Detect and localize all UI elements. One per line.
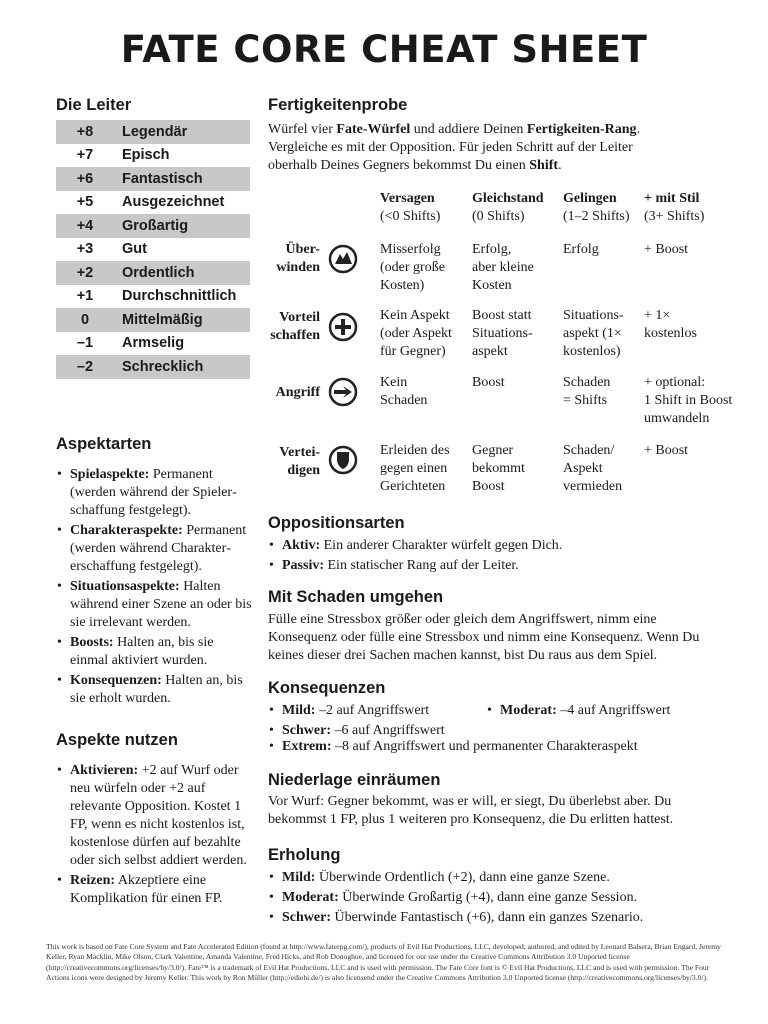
ladder-row [56, 144, 250, 168]
aspect-type-item: • Charakteraspekte: Permanent (werden während Charaktererschaffung festgelegt). [56, 522, 252, 576]
use-aspects-heading: Aspekte nutzen [56, 731, 178, 749]
ladder-value: –2 [76, 358, 94, 375]
ladder-name: Armselig [122, 335, 185, 352]
ladder-value: +1 [76, 288, 94, 305]
recovery-item: • Schwer: Überwinde Fantastisch (+6), dann ein ganzes Szenario. [268, 909, 718, 927]
action-label: Vorteil schaffen [270, 310, 320, 343]
skill-roll-heading: Fertigkeitenprobe [268, 96, 408, 114]
concede-text: Vor Wurf: Gegner bekommt, was er will, er siegt, Du überlebst aber. Du bekommst 1 FP, plus 1 weiteren pro Konsequenz, die Du erlitten hattest. [268, 794, 674, 827]
ladder-row [56, 308, 250, 332]
consequence-moderate: • Moderat: –4 auf Angriffswert [486, 702, 716, 720]
ladder-name: Ausgezeichnet [122, 194, 225, 211]
ladder-row [56, 167, 250, 191]
outcome-cell: Erleiden des gegen einen Gerichteten [380, 443, 450, 494]
outcome-cell: Gegner bekommt Boost [472, 443, 525, 494]
ladder-row [56, 238, 250, 262]
ladder-value: +2 [76, 264, 94, 281]
ladder-row [56, 261, 250, 285]
outcome-cell: Boost statt Situations- aspekt [472, 308, 533, 359]
consequences-list [268, 702, 478, 742]
outcome-header-sub: (<0 Shifts) [380, 209, 441, 224]
outcome-cell: Kein Aspekt (oder Aspekt für Gegner) [380, 308, 452, 359]
use-aspect-item: • Reizen: Akzeptiere eine Komplikation für einen FP. [56, 872, 250, 908]
consequence-serious: • Schwer: –6 auf Angriffswert [268, 722, 478, 740]
outcome-cell: + Boost [644, 242, 689, 257]
ladder-name: Legendär [122, 123, 188, 140]
outcome-header-title: Gleichstand [472, 191, 544, 206]
outcome-header-sub: (3+ Shifts) [644, 209, 705, 224]
outcome-cell: Schaden/ Aspekt vermieden [563, 443, 623, 494]
action-label: Angriff [275, 385, 320, 400]
ladder-row [56, 285, 250, 309]
opposition-heading: Oppositionsarten [268, 514, 405, 532]
outcome-cell: Erfolg, aber kleine Kosten [472, 242, 534, 293]
page-title: FATE CORE CHEAT SHEET [120, 28, 648, 71]
recovery-heading: Erholung [268, 846, 341, 864]
ladder-row [56, 214, 250, 238]
skill-roll-intro: Würfel vier Fate-Würfel und addiere Deinen Fertigkeiten-Rang. Vergleiche es mit der Opposition. Für jeden Schritt auf der Leiter oberhalb Deines Gegners bekommst Du einen Shift. [268, 122, 641, 173]
recovery-item: • Mild: Überwinde Ordentlich (+2), dann eine ganze Szene. [268, 869, 718, 887]
ladder-name: Großartig [122, 217, 189, 234]
consequences-heading: Konsequenzen [268, 679, 386, 697]
ladder-value: +7 [76, 147, 94, 164]
ladder-table [56, 120, 250, 379]
outcome-header [644, 190, 704, 226]
use-aspects-list [56, 762, 250, 910]
outcome-header [472, 190, 544, 226]
outcome-cell: Erfolg [563, 242, 599, 257]
ladder-row [56, 332, 250, 356]
aspect-types-heading: Aspektarten [56, 435, 152, 453]
ladder-value: +6 [76, 170, 94, 187]
consequence-mild: • Mild: –2 auf Angriffswert [268, 702, 478, 720]
outcome-header-sub: (1–2 Shifts) [563, 209, 630, 224]
damage-heading: Mit Schaden umgehen [268, 588, 444, 606]
outcome-cell: Schaden = Shifts [563, 375, 611, 408]
ladder-row [56, 355, 250, 379]
aspect-type-item: • Konsequenzen: Halten an, bis sie erholt wurden. [56, 672, 252, 708]
outcome-header [563, 190, 630, 226]
action-label: Über- winden [276, 242, 320, 275]
recovery-item: • Moderat: Überwinde Großartig (+4), dann eine ganze Session. [268, 889, 718, 907]
outcome-cell: Kein Schaden [380, 375, 428, 408]
ladder-name: Durchschnittlich [122, 288, 237, 305]
aspect-type-item: • Spielaspekte: Permanent (werden während der Spielerschaffung festgelegt). [56, 466, 252, 520]
outcome-cell: + 1× kostenlos [644, 308, 697, 341]
concede-heading: Niederlage einräumen [268, 771, 441, 789]
opposition-item: • Aktiv: Ein anderer Charakter würfelt gegen Dich. [268, 537, 718, 555]
license-footer: This work is based on Fate Core System and Fate Accelerated Edition (found at http://www.faterpg.com/), products of Evil Hat Productions, LLC, developed, authored, and edited by Leonard Balsera, Brian Engard, Jeremy Keller, Ryan Macklin, Mike Olson, Clark Valentine, Amanda Valentine, Fred Hicks, and Rob Donoghue, and licensed for our use under the Creative Commons Attribution 3.0 Unported license (http://creativecommons.org/licenses/by/3.0/). Fate™ is a trademark of Evil Hat Productions, LLC and is used with permission. The Fate Core font is © Evil Hat Productions, LLC and is used with permission. The Four Actions icons were designed by Jeremy Keller. This work by Ron Müller (http://ediehi.de/) is also licensend under the Creative Commons Attribution 3.0 Unported license (http://creativecommons.org/licenses/by/3.0/). [46, 942, 721, 982]
outcome-header-title: Versagen [380, 191, 435, 206]
action-label: Vertei- digen [279, 445, 320, 478]
ladder-value: –1 [76, 335, 94, 352]
ladder-name: Episch [122, 147, 170, 164]
outcome-cell: Boost [472, 375, 505, 390]
aspect-type-item: • Boosts: Halten an, bis sie einmal aktiviert wurden. [56, 634, 252, 670]
ladder-value: +3 [76, 241, 94, 258]
outcome-header-sub: (0 Shifts) [472, 209, 525, 224]
attack-icon [328, 377, 358, 407]
outcome-cell: + optional: 1 Shift in Boost umwandeln [644, 375, 733, 426]
ladder-name: Fantastisch [122, 170, 203, 187]
ladder-value: 0 [80, 311, 90, 328]
ladder-value: +5 [76, 194, 94, 211]
defend-icon [328, 445, 358, 475]
ladder-row [56, 191, 250, 215]
damage-text: Fülle eine Stressbox größer oder gleich dem Angriffswert, nimm eine Konsequenz oder fülle eine Stressbox und nimm eine Konsequenz. Wenn Du keines dieser drei Sachen machen kannst, bist Du raus aus dem Spiel. [268, 612, 700, 663]
ladder-name: Mittelmäßig [122, 311, 203, 328]
overcome-icon [328, 244, 358, 274]
outcome-cell: Situations- aspekt (1× kostenlos) [563, 308, 624, 359]
consequence-extreme: • Extrem: –8 auf Angriffswert und permanenter Charakteraspekt [268, 738, 718, 756]
outcome-cell: Misserfolg (oder große Kosten) [380, 242, 445, 293]
outcome-header-title: + mit Stil [644, 191, 700, 206]
consequences-list-extreme [268, 738, 718, 758]
ladder-row [56, 120, 250, 144]
outcome-cell: + Boost [644, 443, 689, 458]
ladder-value: +4 [76, 217, 94, 234]
ladder-name: Ordentlich [122, 264, 195, 281]
outcome-header-title: Gelingen [563, 191, 617, 206]
aspect-type-item: • Situationsaspekte: Halten während einer Szene an oder bis sie irrelevant werden. [56, 578, 252, 632]
use-aspect-item: • Aktivieren: +2 auf Wurf oder neu würfeln oder +2 auf relevante Opposition. Kostet 1 FP, wenn es nicht kostenlos ist, kostenlose dürfen auf bezahlte oder sich selbst addiert werden. [56, 762, 250, 870]
ladder-value: +8 [76, 123, 94, 140]
create-advantage-icon [328, 312, 358, 342]
recovery-list [268, 869, 718, 929]
ladder-heading: Die Leiter [56, 96, 132, 114]
aspect-types-list [56, 466, 252, 710]
ladder-name: Gut [122, 241, 147, 258]
outcome-header [380, 190, 440, 226]
consequences-list-right [486, 702, 716, 722]
opposition-item: • Passiv: Ein statischer Rang auf der Leiter. [268, 557, 718, 575]
ladder-name: Schrecklich [122, 358, 204, 375]
opposition-list [268, 537, 718, 577]
